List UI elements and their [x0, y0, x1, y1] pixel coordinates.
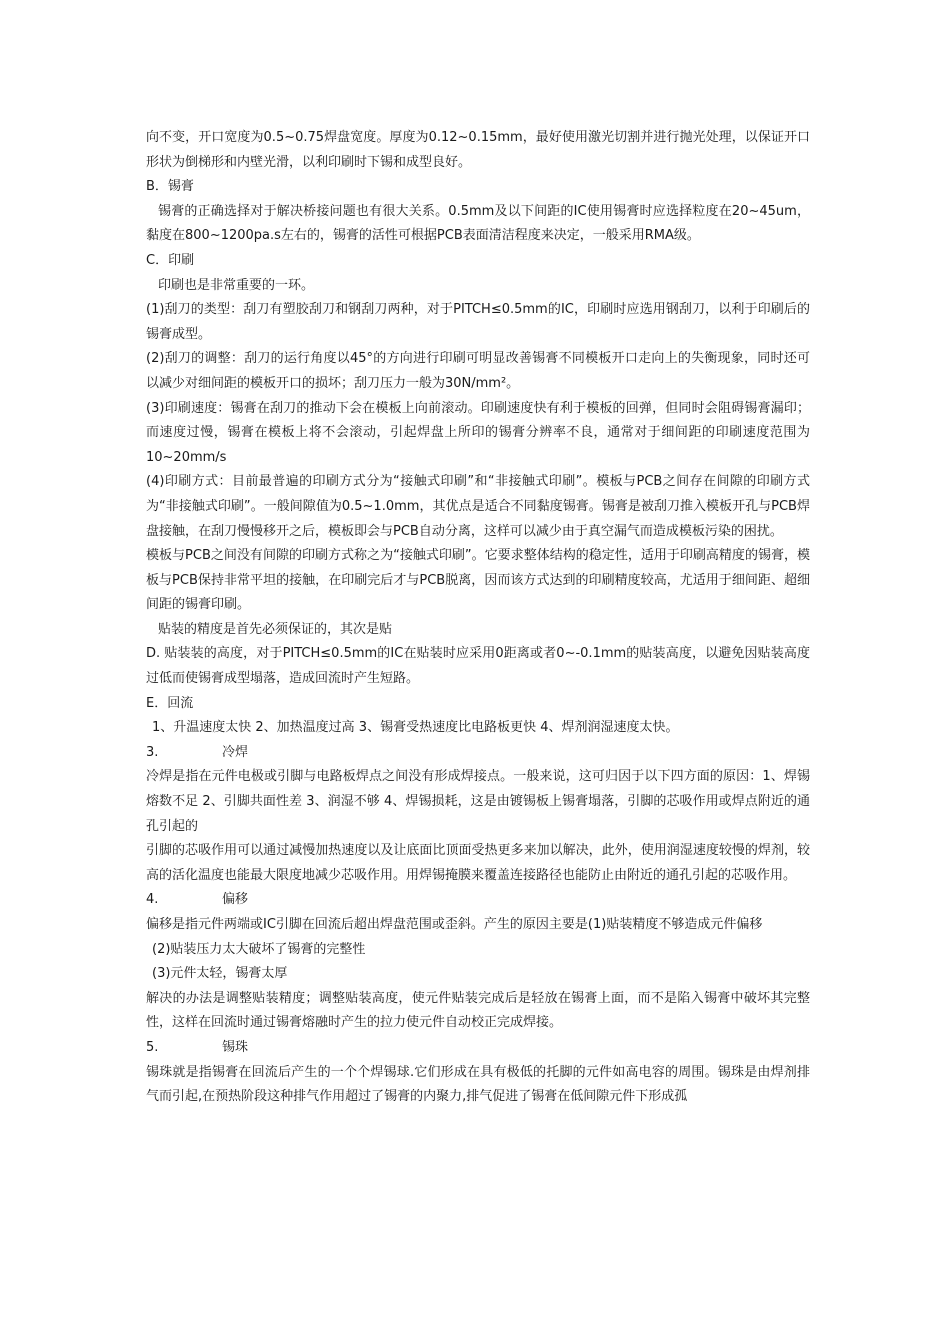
paragraph-reflow-causes: 1、升温速度太快 2、加热温度过高 3、锡膏受热速度比电路板更快 4、焊剂润湿速度太快。	[152, 720, 679, 736]
paragraph-d-placement-height: D. 贴装装的高度，对于PITCH≤0.5mm的IC在贴装时应采用0距离或者0~-0.1mm的贴装高度，以避免因贴装高度过低而使锡膏成型塌落，造成回流时产生短路。	[146, 646, 810, 687]
heading-c-printing: C．印刷	[146, 252, 195, 268]
paragraph-offset-cause-2: (2)贴装压力太大破坏了锡膏的完整性	[152, 941, 366, 957]
paragraph-placement-accuracy: 贴装的精度是首先必须保证的，其次是贴	[158, 621, 393, 637]
paragraph-solder-balls: 锡珠就是指锡膏在回流后产生的一个个焊锡球.它们形成在具有极低的托脚的元件如高电容的周围。锡珠是由焊剂排气而引起,在预热阶段这种排气作用超过了锡膏的内聚力,排气促进了锡膏在低间隙元件下形成孤	[146, 1064, 810, 1105]
paragraph-offset-solution: 解决的办法是调整贴装精度；调整贴装高度，使元件贴装完成后是轻放在锡膏上面，而不是陷入锡膏中破坏其完整性，这样在回流时通过锡膏熔融时产生的拉力使元件自动校正完成焊接。	[146, 990, 810, 1031]
paragraph-cold-solder: 冷焊是指在元件电极或引脚与电路板焊点之间没有形成焊接点。一般来说，这可归因于以下四方面的原因：1、焊锡熔数不足 2、引脚共面性差 3、润湿不够 4、焊锡损耗，这是由镀锡板上锡膏塌落，引脚的芯吸作用或焊点附近的通孔引起的	[146, 769, 810, 834]
paragraph-squeegee-type: (1)刮刀的类型：刮刀有塑胶刮刀和钢刮刀两种，对于PITCH≤0.5mm的IC，印刷时应选用钢刮刀，以利于印刷后的锡膏成型。	[146, 302, 810, 342]
paragraph-printing-intro: 印刷也是非常重要的一环。	[158, 277, 315, 293]
paragraph-printing-method: (4)印刷方式：目前最普遍的印刷方式分为“接触式印刷”和“非接触式印刷”。模板与PCB之间存在间隙的印刷方式为“非接触式印刷”。一般间隙值为0.5~1.0mm，其优点是适合不同黏度锡膏。锡膏是被刮刀推入模板开孔与PCB焊盘接触，在刮刀慢慢移开之后，模板即会与PCB自动分离，这样可以减少由于真空漏气而造成模板污染的困扰。	[146, 474, 810, 539]
paragraph-printing-speed: (3)印刷速度：锡膏在刮刀的推动下会在模板上向前滚动。印刷速度快有利于模板的回弹，但同时会阻碍锡膏漏印；而速度过慢，锡膏在模板上将不会滚动，引起焊盘上所印的锡膏分辨率不良，通常对于细间距的印刷速度范围为10~20mm/s	[146, 400, 810, 465]
paragraph-offset-cause-3: (3)元件太轻，锡膏太厚	[152, 966, 288, 982]
section-4-title: 偏移	[222, 892, 249, 908]
section-4-number: 4.	[146, 892, 159, 908]
section-4-heading	[146, 888, 810, 913]
paragraph-solder-paste: 锡膏的正确选择对于解决桥接问题也有很大关系。0.5mm及以下间距的IC使用锡膏时应选择粒度在20~45um，黏度在800~1200pa.s左右的，锡膏的活性可根据PCB表面清洁程度来决定，一般采用RMA级。	[146, 203, 810, 244]
heading-e-reflow: E．回流	[146, 695, 194, 711]
section-3-heading	[146, 741, 810, 766]
paragraph-contact-printing: 模板与PCB之间没有间隙的印刷方式称之为“接触式印刷”。它要求整体结构的稳定性，适用于印刷高精度的锡膏，模板与PCB保持非常平坦的接触，在印刷完后才与PCB脱离，因而该方式达到的印刷精度较高，尤适用于细间距、超细间距的锡膏印刷。	[146, 548, 810, 613]
paragraph-offset-definition: 偏移是指元件两端或IC引脚在回流后超出焊盘范围或歪斜。产生的原因主要是(1)贴装精度不够造成元件偏移	[146, 917, 763, 932]
section-5-heading	[146, 1036, 810, 1061]
section-3-title: 冷焊	[222, 744, 249, 760]
paragraph-wicking: 引脚的芯吸作用可以通过减慢加热速度以及让底面比顶面受热更多来加以解决，此外，使用润湿速度较慢的焊剂，较高的活化温度也能最大限度地减少芯吸作用。用焊锡掩膜来覆盖连接路径也能防止由附近的通孔引起的芯吸作用。	[146, 843, 810, 883]
paragraph-stencil-opening: 向不变，开口宽度为0.5~0.75焊盘宽度。厚度为0.12~0.15mm，最好使用激光切割并进行抛光处理，以保证开口形状为倒梯形和内壁光滑，以利印刷时下锡和成型良好。	[146, 130, 810, 170]
paragraph-squeegee-adjust: (2)刮刀的调整：刮刀的运行角度以45°的方向进行印刷可明显改善锡膏不同模板开口走向上的失衡现象，同时还可以减少对细间距的模板开口的损坏；刮刀压力一般为30N/mm²。	[146, 351, 810, 391]
heading-b-solder-paste: B．锡膏	[146, 179, 194, 195]
section-3-number: 3.	[146, 744, 159, 760]
section-5-title: 锡珠	[222, 1039, 249, 1055]
document-body	[146, 126, 810, 1110]
section-5-number: 5.	[146, 1039, 159, 1055]
